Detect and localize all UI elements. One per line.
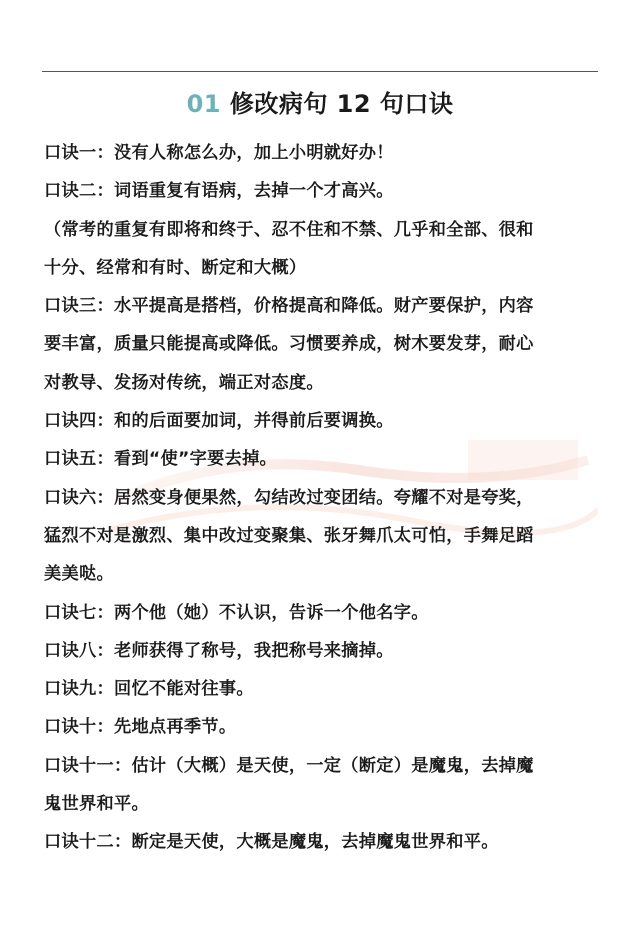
- text-line: 十分、经常和有时、断定和大概）: [44, 257, 307, 278]
- title-text: 修改病句 12 句口诀: [229, 90, 454, 118]
- text-line: 口诀十一：估计（大概）是天使，一定（断定）是魔鬼，去掉魔: [44, 755, 534, 776]
- mnemonic-list: [44, 134, 598, 862]
- text-line: 口诀九：回忆不能对往事。: [44, 679, 254, 700]
- top-divider: [42, 71, 598, 72]
- text-line: 口诀一：没有人称怎么办，加上小明就好办！: [44, 143, 394, 163]
- text-line: 口诀四：和的后面要加词，并得前后要调换。: [44, 411, 394, 432]
- page-title: [0, 84, 640, 124]
- text-line: 口诀三：水平提高是搭档，价格提高和降低。财产要保护，内容: [44, 296, 534, 317]
- text-line: 口诀十二：断定是天使，大概是魔鬼，去掉魔鬼世界和平。: [44, 832, 499, 853]
- text-line: 口诀七：两个他（她）不认识，告诉一个他名字。: [44, 602, 429, 623]
- text-line: （常考的重复有即将和终于、忍不住和不禁、几乎和全部、很和: [44, 219, 534, 240]
- title-number: 01: [186, 90, 221, 118]
- text-line: 口诀十：先地点再季节。: [44, 717, 237, 738]
- text-line: 美美哒。: [44, 564, 114, 585]
- text-line: 要丰富，质量只能提高或降低。习惯要养成，树木要发芽，耐心: [44, 334, 534, 355]
- text-line: 口诀二：词语重复有语病，去掉一个才高兴。: [44, 181, 394, 202]
- text-line: 口诀八：老师获得了称号，我把称号来摘掉。: [44, 640, 394, 661]
- text-line: 口诀五：看到“使”字要去掉。: [44, 449, 278, 470]
- text-line: 鬼世界和平。: [44, 794, 149, 815]
- text-line: 口诀六：居然变身便果然，勾结改过变团结。夸耀不对是夸奖，: [44, 487, 534, 508]
- text-line: 猛烈不对是激烈、集中改过变聚集、张牙舞爪太可怕，手舞足蹈: [44, 525, 534, 546]
- text-line: 对教导、发扬对传统，端正对态度。: [44, 372, 324, 393]
